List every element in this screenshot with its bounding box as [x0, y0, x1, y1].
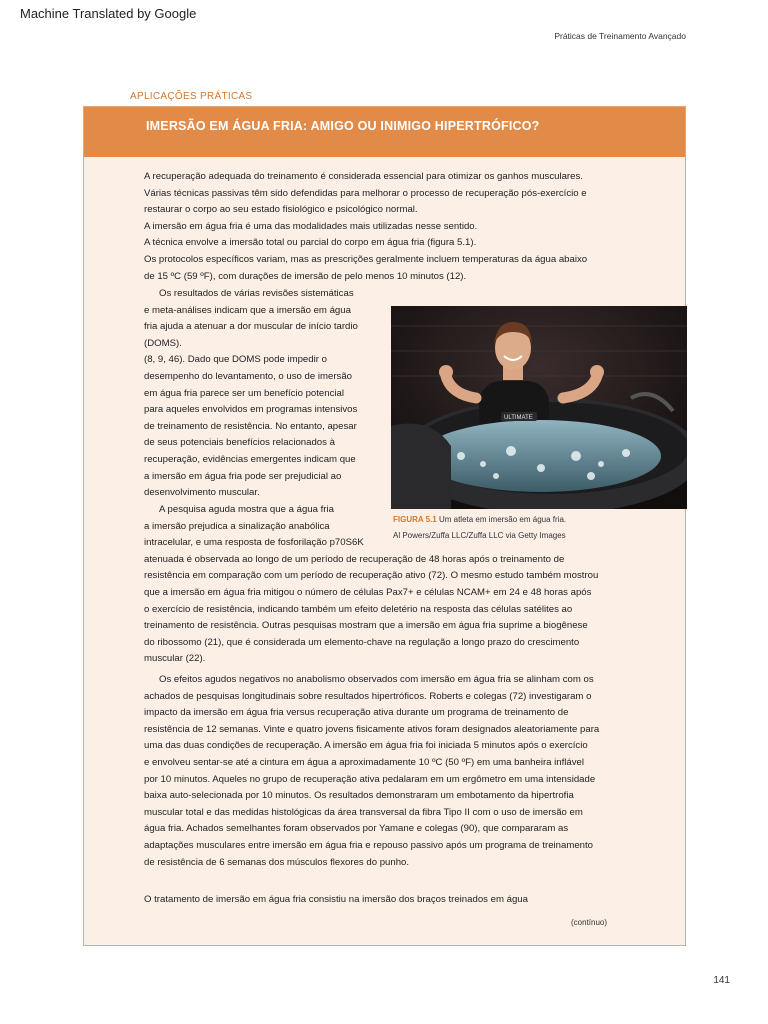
running-head: Práticas de Treinamento Avançado [554, 31, 686, 41]
text-line: água fria. Achados semelhantes foram observados por Yamane e colegas (90), que compararam as [144, 823, 569, 835]
text-line: O tratamento de imersão em água fria consistiu na imersão dos braços treinados em água [144, 894, 528, 905]
text-line: A técnica envolve a imersão total ou parcial do corpo em água fria (figura 5.1). [144, 237, 477, 249]
text-line: que a imersão em água fria mitigou o número de células Pax7+ e células NCAM+ em 24 e 48 horas após [144, 586, 592, 598]
text-line: Várias técnicas passivas têm sido defendidas para melhorar o processo de recuperação pós-exercício e [144, 187, 587, 199]
text-line: (DOMS). [144, 337, 182, 349]
text-line: a imersão prejudica a sinalização anabólica [144, 520, 330, 532]
text-line: recuperação, evidências emergentes indicam que [144, 453, 356, 465]
text-line: e meta-análises indicam que a imersão em água [144, 304, 351, 316]
text-line: e envolveu sentar-se até a cintura em água a aproximadamente 10 ºC (50 ºF) em uma banheira inflável [144, 756, 585, 768]
continued-note: (contínuo) [571, 918, 608, 927]
text-line: Os protocolos específicos variam, mas as prescrições geralmente incluem temperaturas da água abaixo [144, 253, 588, 265]
text-line: achados de pesquisas longitudinais sobre resultados hipertróficos. Roberts e colegas (72) investigaram o [144, 690, 592, 702]
text-line: A pesquisa aguda mostra que a água fria [159, 504, 334, 515]
text-line: desenvolvimento muscular. [144, 487, 260, 499]
text-line: em água fria parece ser um benefício potencial [144, 387, 344, 399]
paragraph-intro [144, 169, 634, 285]
text-line: A recuperação adequada do treinamento é considerada essencial para otimizar os ganhos musculares. [144, 171, 583, 182]
text-line: uma das duas condições de recuperação. A imersão em água fria foi iniciada 5 minutos após o exercício [144, 740, 588, 752]
text-line: intracelular, e uma resposta de fosforilação p70S6K [144, 537, 364, 549]
text-line: adaptações musculares entre imersão em água fria e repouso passivo após um programa de treinamento [144, 839, 594, 851]
text-line: resistência de 12 semanas. Vinte e quatro jovens fisicamente ativos foram designados aleatoriamente para [144, 723, 600, 735]
figure-label: FIGURA 5.1 [393, 515, 437, 524]
text-line: o exercício de resistência, indicando também um efeito deletério na resposta das células satélites ao [144, 603, 573, 615]
text-line: desempenho do levantamento, o uso de imersão [144, 370, 352, 382]
text-line: A imersão em água fria é uma das modalidades mais utilizadas nesse sentido. [144, 220, 478, 232]
text-line: de treinamento de resistência. No entanto, apesar [144, 420, 357, 432]
paragraph-longitudinal [144, 672, 634, 871]
text-line: treinamento de resistência. Outras pesquisas mostram que a imersão em água fria suprime a biogênese [144, 620, 588, 632]
figure-credit: Al Powers/Zuffa LLC/Zuffa LLC via Getty Images [393, 531, 566, 540]
figure-caption-text: Um atleta em imersão em água fria. [438, 515, 567, 524]
athlete-ice-bath-illustration [391, 306, 687, 509]
translation-label: Machine Translated by Google [20, 6, 197, 21]
text-line: muscular (22). [144, 653, 206, 665]
shirt-lettering: ULTIMATE [504, 415, 533, 421]
text-line: atenuada é observada ao longo de um período de recuperação de 48 horas após o treinamento de [144, 553, 565, 565]
box-header [84, 107, 685, 157]
text-line: Os efeitos agudos negativos no anabolismo observados com imersão em água fria se alinham com os [159, 674, 594, 685]
page-number: 141 [713, 975, 730, 986]
text-line: resistência em comparação com um período de recuperação ativo (72). O mesmo estudo também mostrou [144, 570, 599, 582]
text-line: de resistência de 6 semanas dos músculos flexores do punho. [144, 856, 410, 868]
text-line: baixa auto-selecionada por 10 minutos. Os resultados demonstraram um embotamento da hipertrofia [144, 790, 574, 802]
box-title: IMERSÃO EM ÁGUA FRIA: AMIGO OU INIMIGO HIPERTRÓFICO? [146, 119, 540, 133]
text-line: restaurar o corpo ao seu estado fisiológico e psicológico normal. [144, 204, 418, 216]
paragraph-continued [144, 892, 634, 909]
section-label: APLICAÇÕES PRÁTICAS [130, 91, 253, 102]
text-line: a imersão em água fria pode ser prejudicial ao [144, 470, 342, 482]
text-line: fria ajuda a atenuar a dor muscular de início tardio [144, 321, 358, 333]
figure-caption [393, 512, 566, 544]
text-line: de seus potenciais benefícios relacionados à [144, 437, 335, 449]
text-line: do ribossomo (21), que é considerada um elemento-chave na regulação a longo prazo do crescimento [144, 636, 580, 648]
text-line: muscular total e das medidas histológicas da área transversal da fibra Tipo II com o uso de imersão em [144, 806, 583, 818]
text-line: Os resultados de várias revisões sistemáticas [159, 288, 354, 299]
text-line: (8, 9, 46). Dado que DOMS pode impedir o [144, 354, 327, 366]
text-line: de 15 ºC (59 ºF), com durações de imersão de pelo menos 10 minutos (12). [144, 270, 467, 282]
figure-photo [391, 306, 687, 509]
text-line: impacto da imersão em água fria versus recuperação ativa durante um programa de treinamento de [144, 707, 569, 719]
text-line: para aqueles envolvidos em programas intensivos [144, 404, 358, 416]
sidebar-box [83, 106, 686, 946]
text-line: por 10 minutos. Aqueles no grupo de recuperação ativa pedalaram em um ergômetro em uma intensidade [144, 773, 596, 785]
